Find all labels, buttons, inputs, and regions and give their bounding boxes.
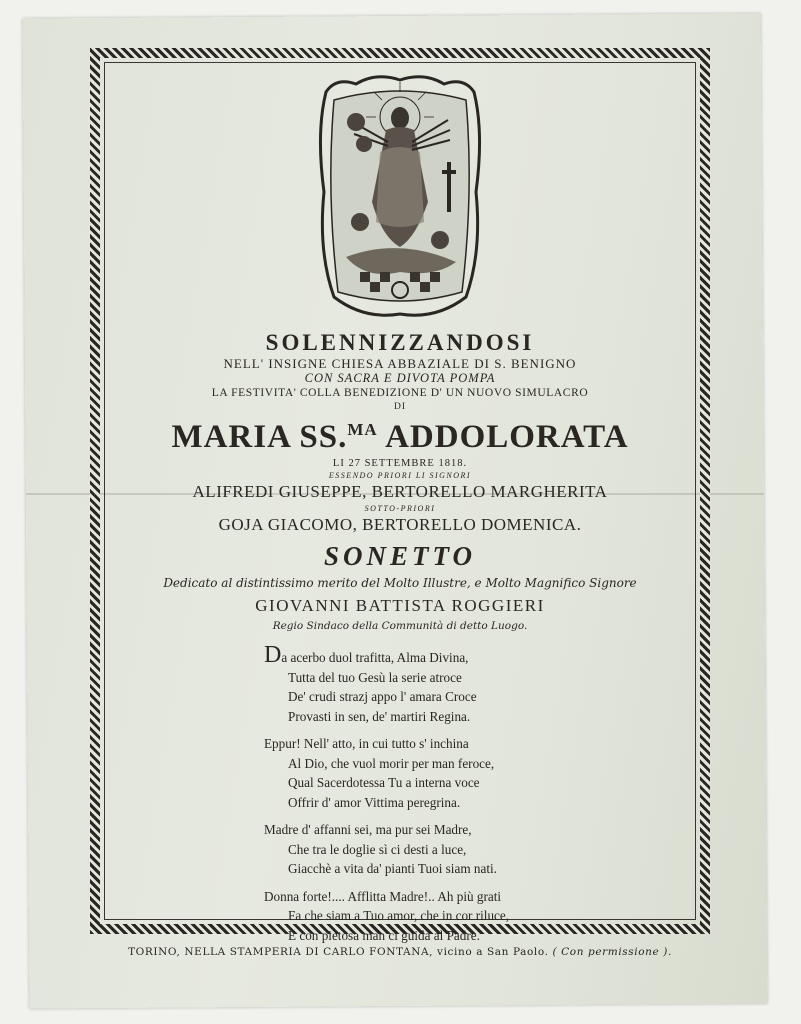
priori-names: ALIFREDI GIUSEPPE, BERTORELLO MARGHERITA	[192, 482, 608, 501]
event-date: LI 27 SETTEMBRE 1818.	[332, 458, 468, 469]
header-line-festivity: LA FESTIVITA' COLLA BENEDIZIONE D' UN NUOVO SIMULACRO	[211, 387, 589, 399]
sotto-priori-names: GOJA GIACOMO, BERTORELLO DOMENICA.	[218, 515, 582, 534]
poem-line: Eppur! Nell' atto, in cui tutto s' inchina	[264, 736, 469, 751]
permission-note: ( Con permissione ).	[552, 946, 672, 958]
drop-cap: D	[264, 642, 282, 668]
poem-line: Donna forte!.... Afflitta Madre!.. Ah più grati	[264, 888, 502, 904]
dedication: Dedicato al distintissimo merito del Molto Illustre, e Molto Magnifico Signore	[163, 576, 637, 590]
document-content	[106, 72, 694, 953]
stanza-1	[264, 642, 694, 726]
poem-line: Provasti in sen, de' martiri Regina.	[288, 708, 471, 724]
header-line-pomp: CON SACRA E DIVOTA POMPA	[304, 371, 496, 385]
poem-line: Tutta del tuo Gesù la serie atroce	[288, 669, 462, 685]
stanza-4	[264, 887, 694, 946]
poem-line: Offrir d' amor Vittima peregrina.	[288, 794, 461, 810]
stanza-2	[264, 734, 694, 812]
poem-line: Qual Sacerdotessa Tu a interna voce	[288, 775, 480, 790]
sonetto-title: SONETTO	[323, 541, 477, 571]
priori-label: ESSENDO PRIORI LI SIGNORI	[328, 471, 472, 480]
printer-text: TORINO, NELLA STAMPERIA DI CARLO FONTANA, vicino a San Paolo.	[128, 946, 549, 958]
main-title	[106, 419, 694, 456]
printer-footer	[104, 946, 696, 958]
poem-line: De' crudi strazj appo l' amara Croce	[288, 689, 477, 704]
poem-line: Fa che siam a Tuo amor, che in cor riluce,	[288, 908, 510, 923]
header-line-church: NELL' INSIGNE CHIESA ABBAZIALE DI S. BENIGNO	[223, 356, 577, 371]
header-title: SOLENNIZZANDOSI	[265, 330, 535, 355]
main-title-sup: MA	[347, 420, 378, 439]
header-di: DI	[393, 402, 407, 412]
poem-line	[264, 642, 694, 668]
poem-line: Che tra le doglie sì ci desti a luce,	[288, 841, 467, 857]
dedicatee-role: Regio Sindaco della Communità di detto Luogo.	[272, 620, 528, 632]
poem-line-text: a acerbo duol trafitta, Alma Divina,	[281, 650, 469, 665]
stanza-3	[264, 820, 694, 879]
poem-line: Giacchè a vita da' pianti Tuoi siam nati.	[288, 861, 497, 876]
poem	[264, 642, 694, 945]
main-title-part-a: MARIA SS.	[171, 419, 348, 455]
dedicatee-name: GIOVANNI BATTISTA ROGGIERI	[255, 596, 545, 615]
sotto-priori-label: SOTTO-PRIORI	[364, 504, 436, 513]
poem-line: E con pietosa man ci guida al Padre.	[288, 927, 480, 943]
madonna-engraving-icon	[316, 72, 484, 322]
poem-line: Al Dio, che vuol morir per man feroce,	[288, 755, 495, 771]
poem-line: Madre d' affanni sei, ma pur sei Madre,	[264, 822, 472, 837]
main-title-part-b: ADDOLORATA	[377, 419, 629, 455]
